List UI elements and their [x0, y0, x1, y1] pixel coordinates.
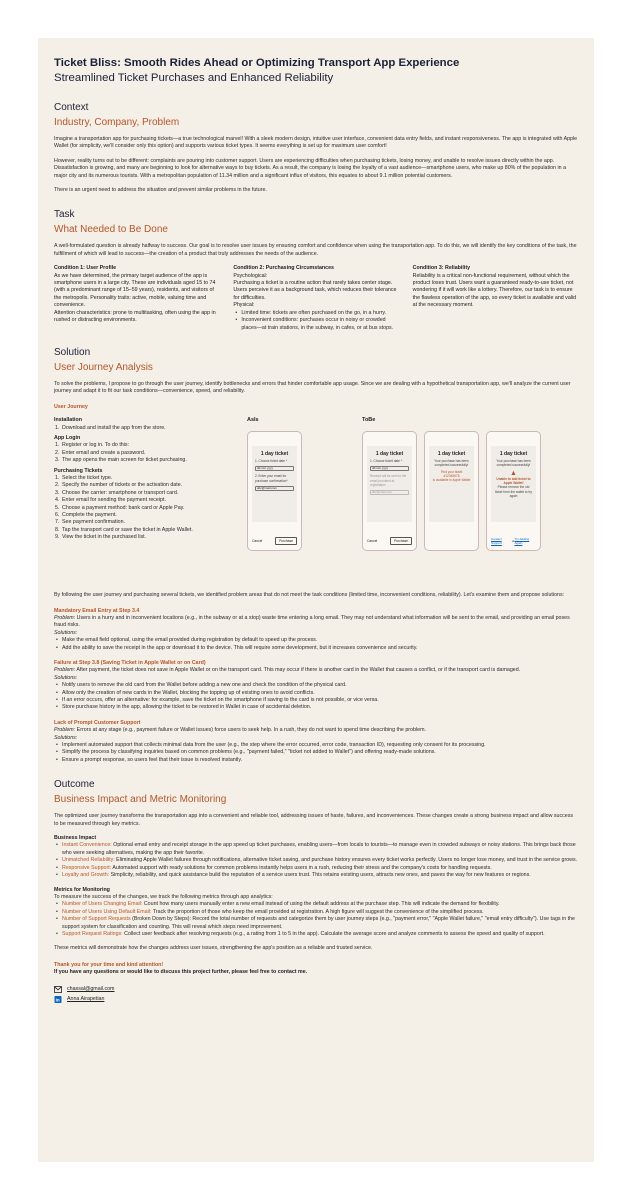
condition-2-text: Purchasing a ticket is a routine action that rarely takes center stage. Users perceive it as a background task, which reduces their tolerance for difficulties.	[233, 280, 397, 301]
list-number: 3.	[55, 489, 60, 496]
linkedin-icon	[54, 996, 62, 1003]
context-paragraph-3: There is an urgent need to address the situation and prevent similar problems in the future.	[54, 187, 267, 194]
list-item-text: Simplicity, reliability, and quick assistance build the reputation of a service users trust. This retains existing users, attracts new ones, and paves the way for new features or regions.	[109, 872, 531, 879]
list-item-text: The app opens the main screen for ticket purchasing.	[62, 457, 187, 464]
list-number: 5.	[55, 504, 60, 511]
issue-2-title: Failure at Step 3.8 (Saving Ticket in Apple Wallet or on Card)	[54, 659, 206, 666]
list-item	[54, 442, 244, 449]
list-item-text: Automated support with ready solutions for common problems instantly helps users in a rush, reducing their stress and the company's costs for handling requests.	[111, 864, 492, 871]
list-item-text: Tap the transport card or save the ticket in Apple Wallet.	[62, 526, 193, 533]
list-number: 1.	[55, 442, 60, 449]
list-item-text: Register or log in. To do this:	[62, 442, 130, 449]
list-item	[54, 842, 578, 857]
list-item-text: Optional email entry and receipt storage in the app speed up ticket purchases, enabling users—from locals to tourists—to manage even in crowded subways or noisy stations. This brings back those who were seeking alternatives, making the app their favorite.	[62, 842, 576, 856]
condition-2-phys-label: Physical:	[233, 302, 255, 309]
outcome-paragraph: The optimized user journey transforms the transportation app into a convenient and reliable tool, addressing issues of haste, failures, and inconveniences. These changes create a strong business impact and allow success to be measured through key metrics.	[54, 813, 573, 827]
page-subtitle: Streamlined Ticket Purchases and Enhanced Reliability	[54, 72, 334, 84]
list-number: 2.	[55, 449, 60, 456]
metrics-title: Metrics for Monitoring	[54, 886, 110, 893]
list-item	[54, 857, 578, 864]
phone-screen	[429, 446, 474, 522]
list-item	[54, 505, 244, 512]
list-item: • Limited time: tickets are often purchased on the go, in a hurry.	[233, 310, 398, 317]
phone-screen	[367, 446, 412, 522]
or-separator: or	[511, 539, 515, 544]
solutions-label: Solutions:	[54, 734, 78, 741]
solutions-label: Solutions:	[54, 629, 78, 636]
condition-2-list	[233, 310, 398, 332]
list-item-text: Collect user feedback after resolving requests (e.g., a rating from 1 to 5 in the app). Calculate the average score and analyze comments to assess the speed and quality of support.	[122, 930, 545, 937]
list-item	[54, 749, 578, 756]
list-item	[54, 475, 244, 482]
list-item-key: Unmatched Reliability:	[62, 857, 115, 864]
list-item-text: See payment confirmation.	[62, 519, 126, 526]
list-item	[54, 872, 578, 879]
problem-text: After payment, the ticket does not save in Apple Wallet or on the transport card. This may occur if there is another card in the Wallet that causes a conflict, or if the transport card is damaged.	[75, 667, 521, 674]
solution-paragraph-2: By following the user journey and purchasing several tickets, we identified problem areas that do not meet the task conditions (limited time, inconvenient conditions, reliability). Let's examine them and propose solutions:	[54, 592, 565, 599]
ticket-title: 1 day ticket	[260, 451, 289, 458]
list-item-text: Make the email field optional, using the email provided during registration by default to speed up the process.	[62, 637, 318, 644]
condition-1	[54, 265, 219, 332]
mail-icon	[54, 986, 62, 993]
success-message: Your purchase has been completed successfully!	[496, 459, 531, 468]
list-item	[54, 512, 244, 519]
email-optional-note: Receipt will be sent to the email provided at registration	[370, 474, 407, 488]
list-item-text: Download and install the app from the store.	[62, 424, 166, 431]
list-number: 1.	[55, 474, 60, 481]
list-number: 7.	[55, 519, 60, 526]
list-item-key: Number of Users Changing Email:	[62, 901, 143, 908]
tobe-label: ToBe	[362, 417, 376, 424]
metrics-intro: To measure the success of the changes, we track the following metrics through app analytics:	[54, 893, 273, 900]
problem-label: Problem:	[54, 667, 76, 674]
list-item	[54, 450, 244, 457]
list-item-key: Support Request Ratings:	[62, 930, 123, 937]
condition-1-title: Condition 1: User Profile	[54, 265, 117, 272]
installation-list	[54, 425, 244, 432]
list-item-text: Add the ability to save the receipt in the app or download it to the device. This will require some development, but it increases convenience and security.	[62, 644, 418, 651]
list-item	[54, 916, 578, 931]
task-heading: Task	[54, 209, 75, 221]
impact-list	[54, 842, 578, 879]
list-item	[54, 457, 244, 464]
condition-3-title: Condition 3: Reliability	[412, 265, 471, 272]
wallet-error-hint: Please remove the old ticket from the wallet to try again	[494, 485, 533, 498]
phone-screen	[252, 446, 297, 522]
list-item-text: Complete the payment.	[62, 512, 117, 518]
asis-label: AsIs	[247, 417, 259, 424]
wallet-status: is available in Apple Wallet	[432, 478, 471, 483]
user-journey	[54, 417, 578, 585]
list-item-key: Number of Users Using Default Email:	[62, 908, 152, 915]
list-number: 1.	[55, 424, 60, 431]
solution-heading: Solution	[54, 346, 91, 358]
list-item	[54, 742, 578, 749]
problem-label: Problem:	[54, 614, 76, 621]
task-conditions	[54, 265, 578, 332]
invite-text: If you have any questions or would like to discuss this project further, please feel free to contact me.	[54, 969, 308, 976]
condition-2	[233, 265, 398, 332]
list-item	[54, 482, 244, 489]
installation-title: Installation	[54, 417, 82, 424]
condition-2-title: Condition 2: Purchasing Circumstances	[233, 265, 334, 272]
context-heading: Context	[54, 102, 89, 113]
condition-1-text-2: Attention characteristics: prone to multitasking, often using the app in rushed or distracting environments.	[54, 309, 216, 324]
list-item	[54, 497, 244, 504]
purchase-title: Purchasing Tickets	[54, 467, 103, 474]
purchase-button[interactable]: Purchase	[275, 537, 297, 545]
list-item	[54, 704, 578, 711]
list-item-text: Notify users to remove the old card from the Wallet before adding a new one and check the condition of the physical card.	[62, 682, 347, 689]
task-subheading: What Needed to Be Done	[54, 224, 168, 236]
condition-1-text: As we have determined, the primary target audience of the app is smartphone users in a large city. These are individuals aged 15 to 74 (with a predominant range of 15–59 years), residents, and visitors of the metropolis. Personality traits: active, mobile, valuing time and convenience.	[54, 272, 216, 309]
ticket-id: #12345678	[443, 474, 460, 479]
find-ticket-link[interactable]: Find your ticket	[440, 469, 463, 474]
list-number: 8.	[55, 526, 60, 533]
solutions-label: Solutions:	[54, 674, 78, 681]
journey-mockups	[244, 417, 578, 585]
date-field[interactable]: dd.mm.yyyy	[255, 466, 294, 471]
list-item-text: If an error occurs, offer an alternative: for example, save the ticket on the smartphone if saving to the card is not possible, or vice versa.	[62, 697, 379, 703]
list-item-text: Select the ticket type.	[62, 474, 113, 481]
list-item-text: Allow only the creation of new cards in the Wallet, blocking the topping up of existing ones to avoid conflicts.	[62, 689, 315, 696]
outcome-paragraph-2: These metrics will demonstrate how the changes address user issues, strengthening the app's position as a reliable and trusted service.	[54, 945, 373, 952]
svg-text:in: in	[55, 997, 60, 1003]
login-title: App Login	[54, 434, 81, 441]
problem-label: Problem:	[54, 727, 76, 734]
issue-3-title: Lack of Prompt Customer Support	[54, 719, 141, 726]
impact-title: Business Impact	[54, 835, 97, 842]
journey-steps	[54, 417, 244, 585]
list-item	[54, 645, 578, 652]
list-number: 3.	[55, 457, 60, 464]
context-subheading: Industry, Company, Problem	[54, 117, 180, 128]
list-item	[54, 490, 244, 497]
list-item-text: Enter email for sending the payment receipt.	[62, 497, 166, 504]
list-item	[54, 519, 244, 526]
phone-action-bar	[252, 537, 297, 545]
issue-1-problem	[54, 615, 578, 630]
list-item	[54, 931, 578, 938]
issue-2-problem	[54, 667, 578, 674]
context-paragraph-2: However, reality turns out to be different: complaints are pouring into customer support. Users are experiencing difficulties when purchasing tickets, losing money, and unable to resolve issues directly within the app. Dissatisfaction is growing, and many are beginning to look for alternative ways to buy tickets. As a result, the company is losing the loyalty of a vast audience—smartphone users, who make up 80% of the population in a major city and its numerous tourists. With a metropolitan population of 11.34 million and a significant influx of visitors, this equates to about 9.1 million potential customers.	[54, 157, 567, 179]
list-item	[54, 757, 578, 764]
condition-3-text: Reliability is a critical non-functional requirement, without which the product loses trust. Users want a guaranteed ready-to-use ticket, not wondering if it will work like a lottery. Therefore, our task is to ensure the flawless operation of the app, so every ticket is available and valid at the necessary moment.	[412, 272, 577, 309]
list-item-text: Track the proportion of those who keep the email provided at registration. A high figure will suggest the convenience of the simplified process.	[151, 908, 484, 915]
cancel-button[interactable]: Cancel	[367, 539, 378, 544]
solution-paragraph: To solve the problems, I propose to go through the user journey, identify bottlenecks and errors that hinder comfortable app usage. Since we are dealing with a hypothetical transportation app, we'll analyze the current user journey and adapt it to fit our task conditions—convenience, speed, and reliability.	[54, 380, 571, 395]
list-item	[54, 425, 244, 432]
list-item-text: Choose a payment method: bank card or Apple Pay.	[62, 504, 185, 511]
email-field[interactable]: abc@mail.com	[370, 490, 409, 495]
list-item-text: View the ticket in the purchased list.	[62, 534, 147, 541]
list-item-key: Responsive Support:	[62, 864, 112, 871]
list-item-text: Enter email and create a password.	[62, 449, 146, 456]
issue-1-solutions	[54, 637, 578, 652]
metrics-list	[54, 901, 578, 938]
problem-text: Errors at any stage (e.g., payment failure or Wallet issues) force users to seek help. In a rush, they do not want to spend time describing the problem.	[75, 727, 426, 734]
list-number: 6.	[55, 512, 60, 518]
tobe-phone-error-mockup	[486, 431, 541, 551]
email-contact[interactable]	[54, 986, 578, 993]
issue-3-problem	[54, 727, 578, 734]
list-item-text: Implement automated support that collects minimal data from the user (e.g., the step where the error occurred, error code, transaction ID), requesting only consent for its processing.	[62, 742, 486, 749]
ticket-title: 1 day ticket	[375, 451, 404, 458]
success-message: Your purchase has been completed successfully!	[434, 459, 469, 468]
list-number: 4.	[55, 497, 60, 504]
list-number: 2.	[55, 482, 60, 489]
purchase-list	[54, 475, 244, 542]
asis-phone-mockup	[247, 431, 302, 551]
email-label: 2. Enter your email for purchase confirmation*	[255, 474, 288, 483]
wallet-error: Unable to add ticket to Apple Wallet!	[496, 476, 531, 486]
linkedin-contact[interactable]	[54, 996, 578, 1003]
list-item-text: Count how many users manually enter a new email instead of using the default address at the purchase step. This will indicate the demand for flexibility.	[142, 901, 500, 908]
list-item-text: Choose the carrier: smartphone or transport card.	[62, 489, 179, 496]
list-item: • Inconvenient conditions: purchases occur in noisy or crowded places—at train stations, in the subway, in cafes, or at bus stops.	[233, 317, 398, 332]
tobe-phone-form-mockup	[362, 431, 417, 551]
date-label: 1. Choose ticket date *	[255, 459, 288, 464]
list-item	[54, 690, 578, 697]
list-item-text: (Broken Down by Steps): Record the total number of requests and categorize them by user journey steps (e.g., "payment error," "Apple Wallet failure," "email entry difficulty"). Use tags in the support system for classification and counting. This will reveal which steps need improvement.	[62, 916, 575, 930]
warning-icon: ▲	[510, 469, 517, 477]
context-paragraph-1: Imagine a transportation app for purchasing tickets—a true technological marvel! With a sleek modern design, intuitive user interface, convenient data entry fields, and instant responsiveness. The app is integrated with Apple Wallet (for simplicity, we'll consider only this option) and supports various ticket types. It seems everything is set up for maximum user comfort!	[54, 136, 578, 150]
page-title: Ticket Bliss: Smooth Rides Ahead or Optimizing Transport App Experience	[54, 57, 460, 69]
purchase-button[interactable]: Purchase	[390, 537, 412, 545]
list-item-text: Specify the number of tickets or the activation date.	[62, 482, 183, 489]
date-field[interactable]: dd.mm.yyyy	[370, 466, 409, 471]
try-again-link[interactable]: Try Adding Again	[514, 537, 530, 546]
ticket-title: 1 day ticket	[437, 451, 466, 458]
outcome-subheading: Business Impact and Metric Monitoring	[54, 794, 227, 806]
issue-1-title: Mandatory Email Entry at Step 3.4	[54, 607, 140, 614]
phone-action-bar	[491, 537, 536, 545]
list-item	[54, 909, 578, 916]
list-item-text: Simplify the process by classifying inquiries based on common problems (e.g., "payment failed," "ticket not added to Wallet") and offering ready-made solutions.	[62, 749, 436, 756]
issue-2-solutions	[54, 682, 578, 712]
ticket-title: 1 day ticket	[499, 451, 528, 458]
issue-3-solutions	[54, 742, 578, 764]
list-item	[54, 682, 578, 689]
list-number: 9.	[55, 534, 60, 541]
tobe-phone-success-mockup	[424, 431, 479, 551]
email-link[interactable]: chassal@gmail.com	[67, 986, 115, 993]
list-item	[54, 865, 578, 872]
task-paragraph: A well-formulated question is already halfway to success. Our goal is to resolve user issues by ensuring comfort and confidence when using the transportation app. To do this, we will identify the key conditions of the task, the fulfillment of which will lead to success—the creation of a product that truly addresses the needs of the audience.	[54, 243, 577, 257]
login-list	[54, 442, 244, 464]
solution-subheading: User Journey Analysis	[54, 361, 153, 373]
cancel-button[interactable]: Cancel	[252, 539, 263, 544]
list-item-text: Store purchase history in the app, allowing the ticket to be restored in Wallet in case of accidental deletion.	[62, 704, 312, 711]
outcome-heading: Outcome	[54, 779, 95, 791]
case-study-card	[38, 38, 594, 1162]
list-item-text: Ensure a prompt response, so users feel that their issue is resolved instantly.	[62, 756, 243, 763]
list-item-key: Number of Support Requests	[62, 916, 131, 923]
thanks-text: Thank you for your time and kind attention!	[54, 961, 164, 968]
user-journey-label: User Journey	[54, 403, 88, 410]
list-item	[54, 697, 578, 704]
date-label: 1. Choose ticket date *	[370, 459, 403, 464]
list-item	[54, 637, 578, 644]
phone-screen	[491, 446, 536, 522]
email-field[interactable]: abc@mail.com	[255, 486, 294, 491]
list-item-key: Instant Convenience:	[62, 842, 112, 849]
condition-3	[413, 265, 578, 332]
list-item-text: Eliminating Apple Wallet failures through notifications, alternative ticket saving, and purchase history ensures every ticket works perfectly. Users no longer lose money, and trust in the service grows.	[114, 857, 578, 864]
problem-text: Users in a hurry and in inconvenient locations (e.g., in the subway or at a stop) waste time entering a long email. They may not understand what information will be sent to the email, and providing an email poses fraud risks.	[54, 614, 570, 629]
contact-support-link[interactable]: Contact Support	[491, 537, 502, 546]
list-item	[54, 527, 244, 534]
condition-2-psych-label: Psychological:	[233, 272, 268, 279]
phone-action-bar	[367, 537, 412, 545]
list-item	[54, 901, 578, 908]
linkedin-link[interactable]: Anna Airapetian	[67, 996, 105, 1003]
list-item-key: Loyalty and Growth:	[62, 872, 110, 879]
list-item	[54, 534, 244, 541]
